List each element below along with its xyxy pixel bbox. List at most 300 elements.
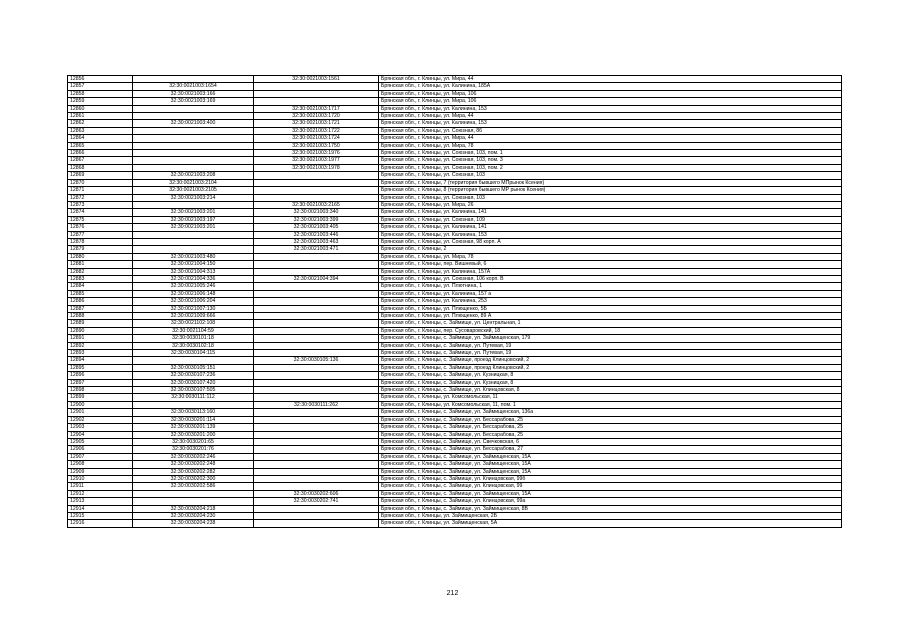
address-cell: Брянская обл., г. Клинцы, ул. Калинина, 157А <box>379 268 842 275</box>
row-number-cell: 12894 <box>68 357 133 364</box>
row-number-cell: 12903 <box>68 424 133 431</box>
object-cadastral-number-cell: 32:30:0021003:471 <box>254 246 379 253</box>
table-row <box>68 238 842 245</box>
table-row <box>68 157 842 164</box>
address-cell: Брянская обл., г. Клинцы, ул. Мира, 26 <box>379 201 842 208</box>
table-row <box>68 142 842 149</box>
table-row <box>68 483 842 490</box>
address-cell: Брянская обл., г. Клинцы, с. Займище, ул. Клинцовская, 8 <box>379 387 842 394</box>
row-number-cell: 12862 <box>68 120 133 127</box>
object-cadastral-number-cell: 32:30:0030202:741 <box>254 498 379 505</box>
address-cell: Брянская обл., г. Клинцы, с. Займище, ул. Займищенская, 8В <box>379 505 842 512</box>
row-number-cell: 12877 <box>68 231 133 238</box>
land-cadastral-number-cell: 32:30:0030201:139 <box>133 424 254 431</box>
land-cadastral-number-cell: 32:30:0030204:230 <box>133 512 254 519</box>
object-cadastral-number-cell <box>254 90 379 97</box>
land-cadastral-number-cell: 32:30:0021005:246 <box>133 283 254 290</box>
land-cadastral-number-cell <box>133 490 254 497</box>
object-cadastral-number-cell <box>254 261 379 268</box>
object-cadastral-number-cell: 32:30:0021003:399 <box>254 216 379 223</box>
table-row <box>68 520 842 527</box>
address-cell: Брянская обл., г. Клинцы, ул. Мира, 44 <box>379 113 842 120</box>
land-cadastral-number-cell: 32:30:0030201:76 <box>133 446 254 453</box>
row-number-cell: 12889 <box>68 320 133 327</box>
address-cell: Брянская обл., г. Клинцы, с. Займище, ул. Бессарабова, 25 <box>379 424 842 431</box>
row-number-cell: 12907 <box>68 453 133 460</box>
land-cadastral-number-cell: 32:30:0021104:59 <box>133 327 254 334</box>
row-number-cell: 12890 <box>68 327 133 334</box>
table-row <box>68 372 842 379</box>
row-number-cell: 12915 <box>68 512 133 519</box>
land-cadastral-number-cell: 32:30:0021003:480 <box>133 253 254 260</box>
table-row <box>68 313 842 320</box>
row-number-cell: 12859 <box>68 98 133 105</box>
row-number-cell: 12856 <box>68 76 133 83</box>
land-cadastral-number-cell: 32:30:0021003:169 <box>133 98 254 105</box>
land-cadastral-number-cell: 32:30:0021003:208 <box>133 172 254 179</box>
address-cell: Брянская обл., г. Клинцы, ул. Займищенская, 5А <box>379 520 842 527</box>
address-cell: Брянская обл., г. Клинцы, ул. Союзная, 103, пом. 2 <box>379 164 842 171</box>
object-cadastral-number-cell: 32:30:0021003:1721 <box>254 120 379 127</box>
land-cadastral-number-cell: 32:30:0030111:112 <box>133 394 254 401</box>
land-cadastral-number-cell <box>133 231 254 238</box>
land-cadastral-number-cell: 32:30:0030101:18 <box>133 335 254 342</box>
address-cell: Брянская обл., г. Клинцы, ул. Плющенко, 5Б <box>379 305 842 312</box>
land-cadastral-number-cell: 32:30:0030104:115 <box>133 350 254 357</box>
row-number-cell: 12891 <box>68 335 133 342</box>
address-cell: Брянская обл., г. Клинцы, ул. Союзная, 86 <box>379 127 842 134</box>
land-cadastral-number-cell: 32:30:0030201:65 <box>133 438 254 445</box>
table-row <box>68 83 842 90</box>
row-number-cell: 12913 <box>68 498 133 505</box>
table-row <box>68 209 842 216</box>
table-row <box>68 401 842 408</box>
land-cadastral-number-cell: 32:30:0021009:666 <box>133 313 254 320</box>
address-cell: Брянская обл., г. Клинцы, ул. Союзная, 98 корп. А <box>379 238 842 245</box>
object-cadastral-number-cell: 32:30:0021003:1717 <box>254 105 379 112</box>
row-number-cell: 12898 <box>68 387 133 394</box>
object-cadastral-number-cell <box>254 379 379 386</box>
row-number-cell: 12872 <box>68 194 133 201</box>
row-number-cell: 12879 <box>68 246 133 253</box>
object-cadastral-number-cell <box>254 98 379 105</box>
land-cadastral-number-cell: 32:30:0021102:108 <box>133 320 254 327</box>
object-cadastral-number-cell: 32:30:0021003:1750 <box>254 142 379 149</box>
address-cell: Брянская обл., г. Клинцы, 2 <box>379 246 842 253</box>
table-row <box>68 512 842 519</box>
table-row <box>68 335 842 342</box>
object-cadastral-number-cell <box>254 253 379 260</box>
table-row <box>68 350 842 357</box>
table-row <box>68 187 842 194</box>
row-number-cell: 12910 <box>68 475 133 482</box>
table-row <box>68 290 842 297</box>
object-cadastral-number-cell <box>254 305 379 312</box>
address-cell: Брянская обл., г. Клинцы, с. Займище, ул. Центральная, 1 <box>379 320 842 327</box>
address-cell: Брянская обл., г. Клинцы, 7 (территория бывшего МПрынок Ксения) <box>379 179 842 186</box>
address-cell: Брянская обл., г. Клинцы, с. Займище, ул. Бессарабова, 25 <box>379 416 842 423</box>
table-row <box>68 438 842 445</box>
land-cadastral-number-cell: 32:30:0030107:505 <box>133 387 254 394</box>
land-cadastral-number-cell: 32:30:0030202:300 <box>133 475 254 482</box>
table-row <box>68 231 842 238</box>
land-cadastral-number-cell <box>133 105 254 112</box>
table-row <box>68 327 842 334</box>
row-number-cell: 12895 <box>68 364 133 371</box>
land-cadastral-number-cell: 32:30:0030102:18 <box>133 342 254 349</box>
land-cadastral-number-cell: 32:30:0021003:197 <box>133 216 254 223</box>
row-number-cell: 12887 <box>68 305 133 312</box>
row-number-cell: 12902 <box>68 416 133 423</box>
land-cadastral-number-cell: 32:30:0030105:151 <box>133 364 254 371</box>
address-cell: Брянская обл., г. Клинцы, с. Займище, ул. Кузницкая, 8 <box>379 372 842 379</box>
row-number-cell: 12871 <box>68 187 133 194</box>
land-cadastral-number-cell: 32:30:0021004:313 <box>133 268 254 275</box>
address-cell: Брянская обл., г. Клинцы, ул. Мира, 44 <box>379 135 842 142</box>
object-cadastral-number-cell: 32:30:0021003:1977 <box>254 157 379 164</box>
row-number-cell: 12863 <box>68 127 133 134</box>
land-cadastral-number-cell <box>133 401 254 408</box>
object-cadastral-number-cell <box>254 475 379 482</box>
land-cadastral-number-cell: 32:30:0021003:400 <box>133 120 254 127</box>
row-number-cell: 12870 <box>68 179 133 186</box>
object-cadastral-number-cell <box>254 372 379 379</box>
land-cadastral-number-cell: 32:30:0021003:2104 <box>133 179 254 186</box>
address-cell: Брянская обл., г. Клинцы, ул. Союзная, 103, пом. 3 <box>379 157 842 164</box>
address-cell: Брянская обл., г. Клинцы, с. Займище, ул. Путевая, 19 <box>379 342 842 349</box>
object-cadastral-number-cell <box>254 512 379 519</box>
address-cell: Брянская обл., г. Клинцы, 8 (территория бывшего МР рынок Ксения) <box>379 187 842 194</box>
address-cell: Брянская обл., г. Клинцы, ул. Мира, 106 <box>379 98 842 105</box>
address-cell: Брянская обл., г. Клинцы, ул. Мира, 106 <box>379 90 842 97</box>
object-cadastral-number-cell <box>254 461 379 468</box>
table-row <box>68 253 842 260</box>
object-cadastral-number-cell <box>254 283 379 290</box>
land-cadastral-number-cell: 32:30:0030202:586 <box>133 483 254 490</box>
row-number-cell: 12912 <box>68 490 133 497</box>
table-row <box>68 364 842 371</box>
land-cadastral-number-cell: 32:30:0021004:150 <box>133 261 254 268</box>
object-cadastral-number-cell <box>254 187 379 194</box>
row-number-cell: 12916 <box>68 520 133 527</box>
object-cadastral-number-cell: 32:30:0021003:1722 <box>254 127 379 134</box>
table-row <box>68 424 842 431</box>
object-cadastral-number-cell <box>254 327 379 334</box>
table-row <box>68 490 842 497</box>
table-row <box>68 120 842 127</box>
row-number-cell: 12866 <box>68 150 133 157</box>
land-cadastral-number-cell: 32:30:0021006:204 <box>133 298 254 305</box>
object-cadastral-number-cell <box>254 483 379 490</box>
object-cadastral-number-cell: 32:30:0030202:606 <box>254 490 379 497</box>
land-cadastral-number-cell: 32:30:0021006:148 <box>133 290 254 297</box>
object-cadastral-number-cell: 32:30:0021003:340 <box>254 209 379 216</box>
table-row <box>68 194 842 201</box>
object-cadastral-number-cell: 32:30:0021003:463 <box>254 238 379 245</box>
object-cadastral-number-cell <box>254 179 379 186</box>
object-cadastral-number-cell: 32:30:0021003:2165 <box>254 201 379 208</box>
registry-table-body <box>68 76 842 528</box>
object-cadastral-number-cell <box>254 335 379 342</box>
object-cadastral-number-cell: 32:30:0021004:394 <box>254 275 379 282</box>
table-row <box>68 298 842 305</box>
land-cadastral-number-cell <box>133 201 254 208</box>
land-cadastral-number-cell: 32:30:0030107:236 <box>133 372 254 379</box>
table-row <box>68 150 842 157</box>
land-cadastral-number-cell <box>133 246 254 253</box>
address-cell: Брянская обл., г. Клинцы, пер. Сусоваровский, 18 <box>379 327 842 334</box>
object-cadastral-number-cell: 32:30:0030111:262 <box>254 401 379 408</box>
land-cadastral-number-cell: 32:30:0021003:2105 <box>133 187 254 194</box>
land-cadastral-number-cell: 32:30:0030202:282 <box>133 468 254 475</box>
object-cadastral-number-cell: 32:30:0021003:1720 <box>254 113 379 120</box>
row-number-cell: 12868 <box>68 164 133 171</box>
land-cadastral-number-cell: 32:30:0021003:166 <box>133 90 254 97</box>
table-row <box>68 90 842 97</box>
page-number: 212 <box>446 590 459 597</box>
row-number-cell: 12873 <box>68 201 133 208</box>
address-cell: Брянская обл., г. Клинцы, ул. Калинина, 157 а <box>379 290 842 297</box>
row-number-cell: 12888 <box>68 313 133 320</box>
table-row <box>68 416 842 423</box>
table-row <box>68 379 842 386</box>
row-number-cell: 12876 <box>68 224 133 231</box>
object-cadastral-number-cell <box>254 468 379 475</box>
address-cell: Брянская обл., г. Клинцы, ул. Займищенская, 2Б <box>379 512 842 519</box>
address-cell: Брянская обл., г. Клинцы, ул. Калинина, 153 <box>379 231 842 238</box>
address-cell: Брянская обл., г. Клинцы, ул. Мира, 78 <box>379 253 842 260</box>
row-number-cell: 12905 <box>68 438 133 445</box>
address-cell: Брянская обл., г. Клинцы, ул. Мира, 78 <box>379 142 842 149</box>
object-cadastral-number-cell: 32:30:0021003:1976 <box>254 150 379 157</box>
land-cadastral-number-cell: 32:30:0030113:160 <box>133 409 254 416</box>
row-number-cell: 12909 <box>68 468 133 475</box>
row-number-cell: 12893 <box>68 350 133 357</box>
address-cell: Брянская обл., г. Клинцы, ул. Союзная, 103 <box>379 172 842 179</box>
row-number-cell: 12882 <box>68 268 133 275</box>
address-cell: Брянская обл., г. Клинцы, ул. Калинина, 153 <box>379 105 842 112</box>
object-cadastral-number-cell <box>254 313 379 320</box>
row-number-cell: 12884 <box>68 283 133 290</box>
land-cadastral-number-cell: 32:30:0021004:336 <box>133 275 254 282</box>
object-cadastral-number-cell <box>254 298 379 305</box>
table-row <box>68 216 842 223</box>
row-number-cell: 12886 <box>68 298 133 305</box>
row-number-cell: 12900 <box>68 401 133 408</box>
row-number-cell: 12865 <box>68 142 133 149</box>
address-cell: Брянская обл., г. Клинцы, с. Займище, ул. Клинцовская, 99б <box>379 475 842 482</box>
row-number-cell: 12857 <box>68 83 133 90</box>
row-number-cell: 12880 <box>68 253 133 260</box>
table-row <box>68 461 842 468</box>
address-cell: Брянская обл., г. Клинцы, с. Займище, ул. Займищенская, 15А <box>379 490 842 497</box>
land-cadastral-number-cell: 32:30:0030204:238 <box>133 520 254 527</box>
address-cell: Брянская обл., г. Клинцы, ул. Союзная, 109 <box>379 216 842 223</box>
address-cell: Брянская обл., г. Клинцы, ул. Калинина, 253 <box>379 298 842 305</box>
row-number-cell: 12885 <box>68 290 133 297</box>
row-number-cell: 12908 <box>68 461 133 468</box>
land-cadastral-number-cell: 32:30:0030201:114 <box>133 416 254 423</box>
address-cell: Брянская обл., г. Клинцы, ул. Калинина, 185А <box>379 83 842 90</box>
table-row <box>68 320 842 327</box>
object-cadastral-number-cell <box>254 520 379 527</box>
object-cadastral-number-cell: 32:30:0021003:446 <box>254 231 379 238</box>
table-row <box>68 342 842 349</box>
address-cell: Брянская обл., г. Клинцы, с. Займище, проезд Клинцовский, 2 <box>379 357 842 364</box>
table-row <box>68 387 842 394</box>
object-cadastral-number-cell <box>254 268 379 275</box>
table-row <box>68 164 842 171</box>
row-number-cell: 12896 <box>68 372 133 379</box>
table-row <box>68 105 842 112</box>
table-row <box>68 305 842 312</box>
object-cadastral-number-cell <box>254 387 379 394</box>
land-cadastral-number-cell: 32:30:0030204:218 <box>133 505 254 512</box>
address-cell: Брянская обл., г. Клинцы, ул. Комсомольская, 11, пом. 1 <box>379 401 842 408</box>
table-row <box>68 179 842 186</box>
address-cell: Брянская обл., г. Клинцы, пер. Вишневый, 6 <box>379 261 842 268</box>
object-cadastral-number-cell: 32:30:0030105:136 <box>254 357 379 364</box>
table-row <box>68 475 842 482</box>
row-number-cell: 12861 <box>68 113 133 120</box>
table-row <box>68 261 842 268</box>
table-row <box>68 224 842 231</box>
table-row <box>68 394 842 401</box>
address-cell: Брянская обл., г. Клинцы, ул. Союзная, 103 <box>379 194 842 201</box>
land-cadastral-number-cell <box>133 238 254 245</box>
object-cadastral-number-cell: 32:30:0021003:1978 <box>254 164 379 171</box>
address-cell: Брянская обл., г. Клинцы, с. Займище, ул. Займищенская, 136а <box>379 409 842 416</box>
land-cadastral-number-cell <box>133 135 254 142</box>
land-cadastral-number-cell <box>133 76 254 83</box>
land-cadastral-number-cell: 32:30:0030107:420 <box>133 379 254 386</box>
object-cadastral-number-cell <box>254 320 379 327</box>
table-row <box>68 505 842 512</box>
row-number-cell: 12904 <box>68 431 133 438</box>
address-cell: Брянская обл., г. Клинцы, ул. Калинина, 141 <box>379 224 842 231</box>
address-cell: Брянская обл., г. Клинцы, с. Займище, ул. Клинцовская, 99 <box>379 483 842 490</box>
address-cell: Брянская обл., г. Клинцы, ул. Союзная, 103, пом. 1 <box>379 150 842 157</box>
object-cadastral-number-cell <box>254 453 379 460</box>
address-cell: Брянская обл., г. Клинцы, с. Займище, ул. Путевая, 19 <box>379 350 842 357</box>
row-number-cell: 12867 <box>68 157 133 164</box>
object-cadastral-number-cell <box>254 83 379 90</box>
table-row <box>68 283 842 290</box>
table-row <box>68 98 842 105</box>
row-number-cell: 12878 <box>68 238 133 245</box>
table-row <box>68 468 842 475</box>
land-cadastral-number-cell: 32:30:0021003:201 <box>133 209 254 216</box>
table-row <box>68 268 842 275</box>
row-number-cell: 12858 <box>68 90 133 97</box>
table-row <box>68 498 842 505</box>
address-cell: Брянская обл., г. Клинцы, с. Займище, ул. Кузницкая, 8 <box>379 379 842 386</box>
object-cadastral-number-cell: 32:30:0021003:1724 <box>254 135 379 142</box>
address-cell: Брянская обл., г. Клинцы, ул. Калинина, 141 <box>379 209 842 216</box>
row-number-cell: 12874 <box>68 209 133 216</box>
table-row <box>68 135 842 142</box>
row-number-cell: 12906 <box>68 446 133 453</box>
land-cadastral-number-cell: 32:30:0021007:130 <box>133 305 254 312</box>
address-cell: Брянская обл., г. Клинцы, с. Займище, проезд Клинцовский, 2 <box>379 364 842 371</box>
table-row <box>68 127 842 134</box>
address-cell: Брянская обл., г. Клинцы, ул. Плютнина, 1 <box>379 283 842 290</box>
table-row <box>68 446 842 453</box>
object-cadastral-number-cell <box>254 290 379 297</box>
address-cell: Брянская обл., г. Клинцы, с. Займище, ул. Займищенская, 179 <box>379 335 842 342</box>
address-cell: Брянская обл., г. Клинцы, ул. Мира, 44 <box>379 76 842 83</box>
table-row <box>68 409 842 416</box>
object-cadastral-number-cell <box>254 409 379 416</box>
table-row <box>68 453 842 460</box>
row-number-cell: 12911 <box>68 483 133 490</box>
address-cell: Брянская обл., г. Клинцы, ул. Союзная, 106 корп. В <box>379 275 842 282</box>
row-number-cell: 12901 <box>68 409 133 416</box>
table-row <box>68 201 842 208</box>
object-cadastral-number-cell <box>254 172 379 179</box>
land-cadastral-number-cell: 32:30:0030202:246 <box>133 453 254 460</box>
object-cadastral-number-cell <box>254 350 379 357</box>
object-cadastral-number-cell <box>254 364 379 371</box>
object-cadastral-number-cell <box>254 194 379 201</box>
address-cell: Брянская обл., г. Клинцы, с. Займище, ул. Займищенская, 15А <box>379 468 842 475</box>
row-number-cell: 12883 <box>68 275 133 282</box>
land-cadastral-number-cell <box>133 150 254 157</box>
object-cadastral-number-cell <box>254 342 379 349</box>
land-cadastral-number-cell <box>133 127 254 134</box>
address-cell: Брянская обл., г. Клинцы, с. Займище, ул. Бессарабова, 25 <box>379 431 842 438</box>
land-cadastral-number-cell <box>133 142 254 149</box>
table-row <box>68 113 842 120</box>
row-number-cell: 12864 <box>68 135 133 142</box>
table-row <box>68 76 842 83</box>
address-cell: Брянская обл., г. Клинцы, с. Займище, ул. Свечковская, 6 <box>379 438 842 445</box>
land-cadastral-number-cell <box>133 113 254 120</box>
registry-table <box>67 75 842 528</box>
object-cadastral-number-cell <box>254 424 379 431</box>
land-cadastral-number-cell <box>133 357 254 364</box>
table-row <box>68 431 842 438</box>
land-cadastral-number-cell <box>133 157 254 164</box>
address-cell: Брянская обл., г. Клинцы, с. Займище, ул. Займищенская, 15А <box>379 461 842 468</box>
address-cell: Брянская обл., г. Клинцы, ул. Плющенко, 89 А <box>379 313 842 320</box>
land-cadastral-number-cell: 32:30:0030202:248 <box>133 461 254 468</box>
land-cadastral-number-cell: 32:30:0021003:201 <box>133 224 254 231</box>
table-row <box>68 275 842 282</box>
row-number-cell: 12881 <box>68 261 133 268</box>
land-cadastral-number-cell: 32:30:0021003:1654 <box>133 83 254 90</box>
object-cadastral-number-cell <box>254 394 379 401</box>
object-cadastral-number-cell: 32:30:0021003:1561 <box>254 76 379 83</box>
object-cadastral-number-cell <box>254 431 379 438</box>
row-number-cell: 12899 <box>68 394 133 401</box>
row-number-cell: 12875 <box>68 216 133 223</box>
address-cell: Брянская обл., г. Клинцы, с. Займище, ул. Клинцовская, 99а <box>379 498 842 505</box>
row-number-cell: 12897 <box>68 379 133 386</box>
address-cell: Брянская обл., г. Клинцы, ул. Калинина, 153 <box>379 120 842 127</box>
row-number-cell: 12860 <box>68 105 133 112</box>
object-cadastral-number-cell <box>254 505 379 512</box>
address-cell: Брянская обл., г. Клинцы, с. Займище, ул. Бессарабова, 27 <box>379 446 842 453</box>
address-cell: Брянская обл., г. Клинцы, ул. Комсомольская, 11 <box>379 394 842 401</box>
address-cell: Брянская обл., г. Клинцы, с. Займище, ул. Займищенская, 15А <box>379 453 842 460</box>
table-row <box>68 246 842 253</box>
object-cadastral-number-cell <box>254 438 379 445</box>
row-number-cell: 12892 <box>68 342 133 349</box>
object-cadastral-number-cell <box>254 416 379 423</box>
table-row <box>68 172 842 179</box>
object-cadastral-number-cell: 32:30:0021003:405 <box>254 224 379 231</box>
